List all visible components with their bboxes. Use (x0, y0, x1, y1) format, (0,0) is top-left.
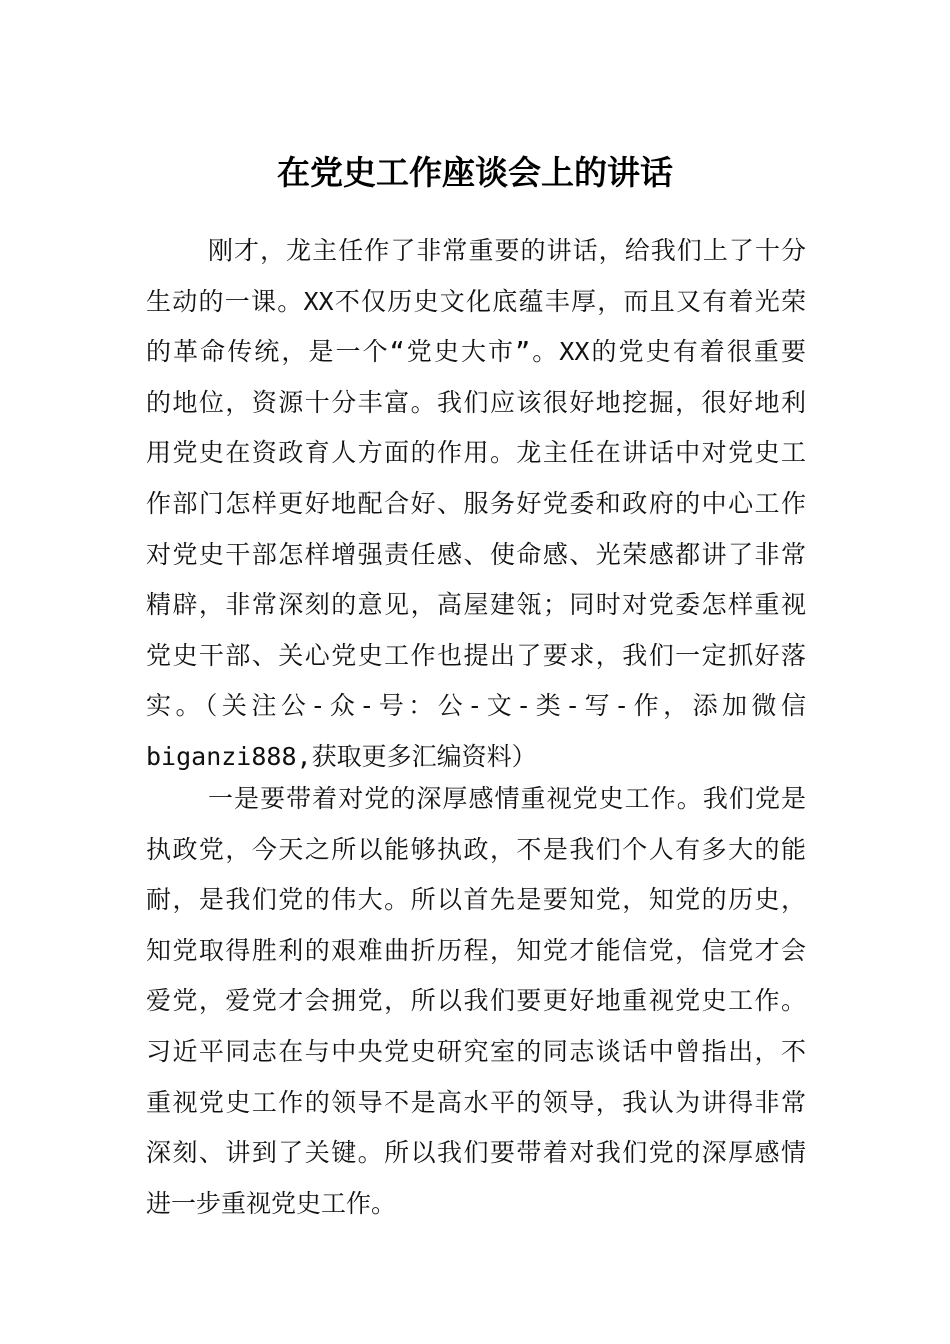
paragraph-line: 爱党，爱党才会拥党，所以我们要更好地重视党史工作。 (146, 986, 806, 1016)
paragraph-line: 执政党，今天之所以能够执政，不是我们个人有多大的能 (146, 834, 806, 864)
paragraph-line: 精辟，非常深刻的意见，高屋建瓴；同时对党委怎样重视 (146, 590, 806, 620)
paragraph-line: 用党史在资政育人方面的作用。龙主任在讲话中对党史工 (146, 438, 806, 468)
paragraph-line: 习近平同志在与中央党史研究室的同志谈话中曾指出，不 (146, 1036, 806, 1066)
paragraph-line: 耐，是我们党的伟大。所以首先是要知党，知党的历史， (146, 885, 806, 915)
body-paragraph-1 (146, 226, 806, 783)
paragraph-line: 的革命传统，是一个“党史大市”。XX的党史有着很重要 (146, 337, 806, 367)
paragraph-line: 党史干部、关心党史工作也提出了要求，我们一定抓好落 (146, 640, 806, 670)
paragraph-line: biganzi888,获取更多汇编资料） (146, 741, 537, 771)
body-paragraph-2 (146, 774, 806, 1229)
paragraph-line: 重视党史工作的领导不是高水平的领导，我认为讲得非常 (146, 1087, 806, 1117)
paragraph-line: 实。（关注公-众-号：公-文-类-写-作，添加微信 (146, 691, 806, 721)
paragraph-line: 知党取得胜利的艰难曲折历程，知党才能信党，信党才会 (146, 935, 806, 965)
paragraph-line: 作部门怎样更好地配合好、服务好党委和政府的中心工作 (146, 488, 806, 518)
paragraph-line: 对党史干部怎样增强责任感、使命感、光荣感都讲了非常 (146, 539, 806, 569)
paragraph-line: 生动的一课。XX不仅历史文化底蕴丰厚，而且又有着光荣 (146, 286, 806, 316)
paragraph-line: 刚才，龙主任作了非常重要的讲话，给我们上了十分 (208, 236, 806, 265)
paragraph-line: 一是要带着对党的深厚感情重视党史工作。我们党是 (208, 784, 806, 813)
paragraph-line: 深刻、讲到了关键。所以我们要带着对我们党的深厚感情 (146, 1138, 806, 1168)
paragraph-line: 的地位，资源十分丰富。我们应该很好地挖掘，很好地利 (146, 387, 806, 417)
document-title: 在党史工作座谈会上的讲话 (277, 153, 673, 192)
paragraph-line: 进一步重视党史工作。 (146, 1188, 397, 1218)
